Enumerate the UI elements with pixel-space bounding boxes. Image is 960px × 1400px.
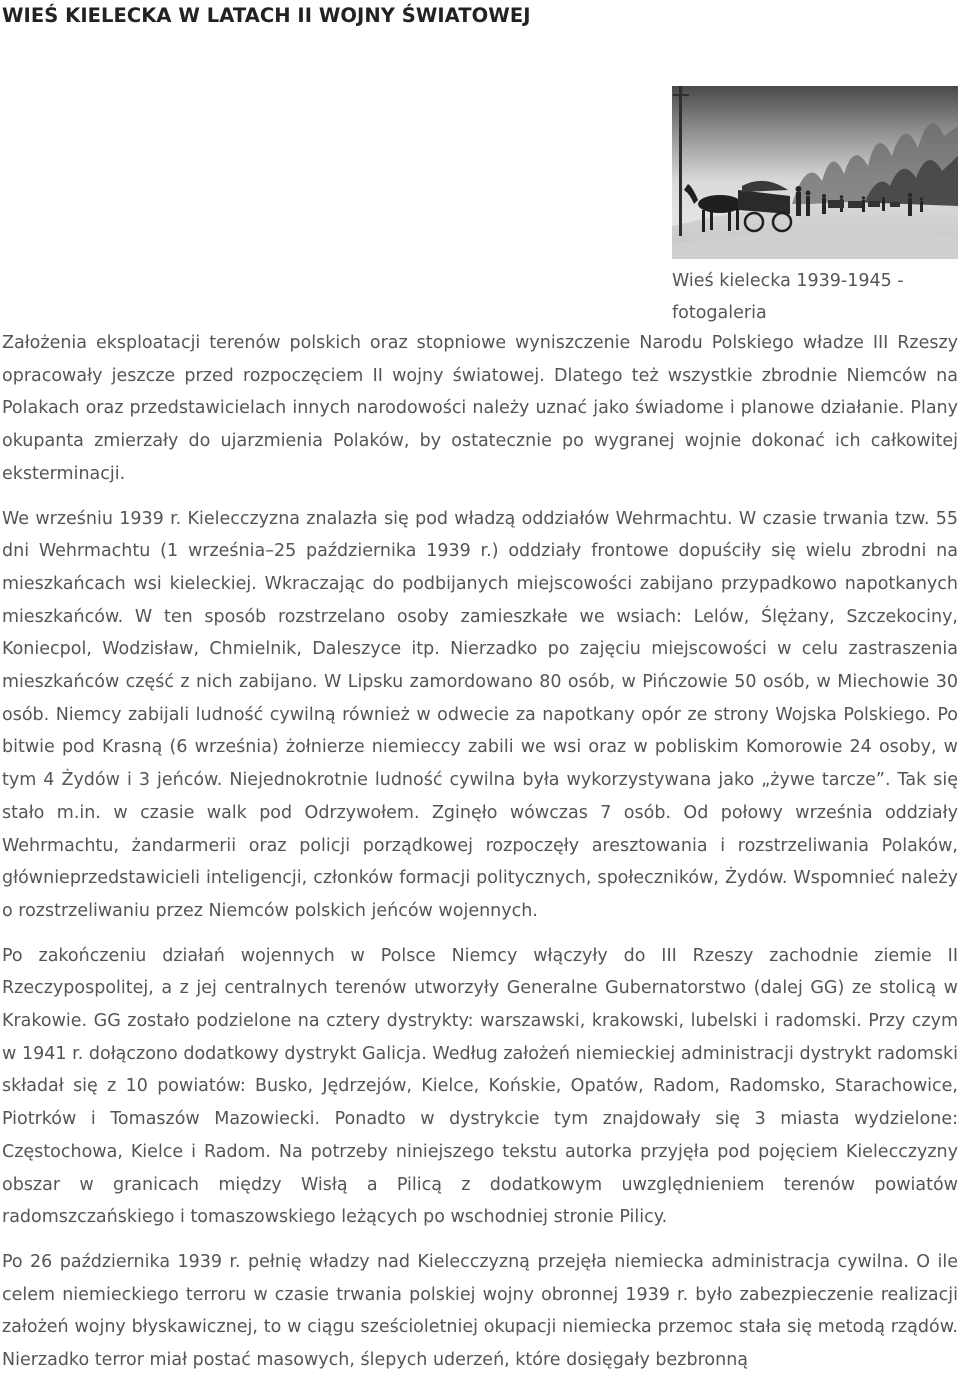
photo-caption-link[interactable]: Wieś kielecka 1939-1945 - fotogaleria <box>672 271 904 323</box>
photo-figure <box>672 86 958 329</box>
historical-photo[interactable] <box>672 86 958 259</box>
paragraph-september-1939: We wrześniu 1939 r. Kielecczyzna znalazła się pod władzą oddziałów Wehrmachtu. W czasie trwania tzw. 55 dni Wehrmachtu (1 września–25 października 1939 r.) oddziały frontowe dopuściły się wielu zbrodni na mieszkańcach wsi kieleckiej. Wkraczając do podbijanych miejscowości zabijano przypadkowo napotkanych mieszkańców. W ten sposób rozstrzelano osoby zamieszkałe we wsiach: Lelów, Ślężany, Szczekociny, Koniecpol, Wodzisław, Chmielnik, Daleszyce itp. Nierzadko po zajęciu miejscowości w celu zastraszenia mieszkańców część z nich zabijano. W Lipsku zamordowano 80 osób, w Pińczowie 50 osób, w Miechowie 30 osób. Niemcy zabijali ludność cywilną również w odwecie za napotkany opór ze strony Wojska Polskiego. Po bitwie pod Krasną (6 września) żołnierze niemieccy zabili we wsi oraz w pobliskim Komorowie 24 osoby, w tym 4 Żydów i 3 jeńców. Niejednokrotnie ludność cywilna była wykorzystywana jako „żywe tarcze”. Tak się stało m.in. w czasie walk pod Odrzywołem. Zginęło wówczas 7 osób. Od połowy września oddziały Wehrmachtu, żandarmerii oraz policji porządkowej rozpoczęły aresztowania i rozstrzeliwania Polaków, głównieprzedstawicieli inteligencji, członków formacji politycznych, społeczników, Żydów. Wspomnieć należy o rozstrzeliwaniu przez Niemców polskich jeńców wojennych. <box>2 508 958 921</box>
article-body <box>2 327 958 1377</box>
paragraph-intro: Założenia eksploatacji terenów polskich oraz stopniowe wyniszczenie Narodu Polskiego władze III Rzeszy opracowały jeszcze przed rozpoczęciem II wojny światowej. Dlatego też wszystkie zbrodnie Niemców na Polakach oraz przedstawicielach innych narodowości należy uznać jako świadome i planowe działanie. Plany okupanta zmierzały do ujarzmienia Polaków, by ostatecznie po wygranej wojnie dokonać ich całkowitej eksterminacji. <box>2 333 958 484</box>
paragraph-civil-administration: Po 26 października 1939 r. pełnię władzy nad Kielecczyzną przejęła niemiecka administracja cywilna. O ile celem niemieckiego terroru w czasie trwania polskiej wojny obronnej 1939 r. było zabezpieczenie realizacji założeń wojny błyskawicznej, to w ciągu sześcioletniej okupacji niemiecka przemoc stała się metodą rządów. Nierzadko terror miał postać masowych, ślepych uderzeń, które dosięgały bezbronną <box>2 1251 958 1371</box>
page-title: WIEŚ KIELECKA W LATACH II WOJNY ŚWIATOWEJ <box>2 4 531 27</box>
paragraph-general-government: Po zakończeniu działań wojennych w Polsce Niemcy włączyły do III Rzeszy zachodnie ziemie II Rzeczypospolitej, a z jej centralnych terenów utworzyły Generalne Gubernatorstwo (dalej GG) ze stolicą w Krakowie. GG zostało podzielone na cztery dystrykty: warszawski, krakowski, lubelski i radomski. Przy czym w 1941 r. dołączono dodatkowy dystrykt Galicja. Według założeń niemieckiej administracji dystrykt radomski składał się z 10 powiatów: Busko, Jędrzejów, Kielce, Końskie, Opatów, Radom, Radomsko, Starachowice, Piotrków i Tomaszów Mazowiecki. Ponadto w dystrykcie tym znajdowały się 3 miasta wydzielone: Częstochowa, Kielce i Radom. Na potrzeby niniejszego tekstu autorka przyjęła pod pojęciem Kielecczyzny obszar w granicach między Wisłą a Pilicą z dodatkowym uwzględnieniem terenów powiatów radomszczańskiego i tomaszowskiego leżących po wschodniej stronie Pilicy. <box>2 945 958 1228</box>
